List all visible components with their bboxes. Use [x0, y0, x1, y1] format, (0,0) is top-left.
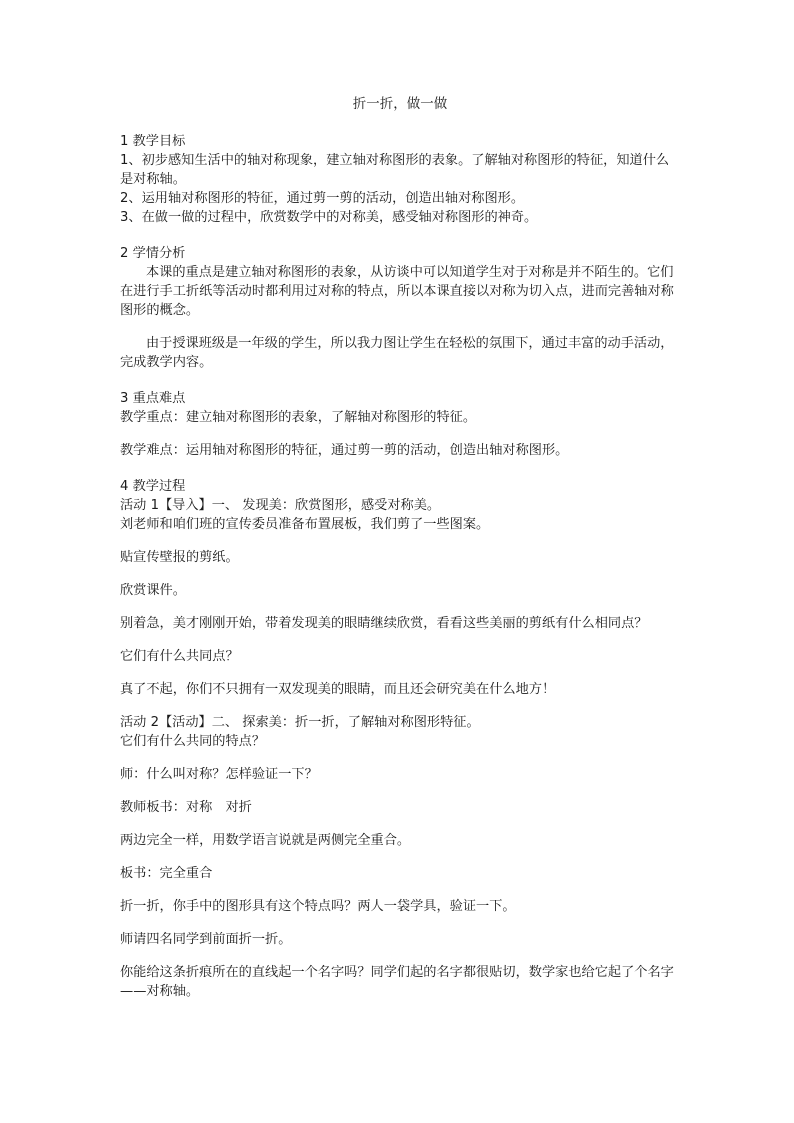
- activity-line: 它们有什么共同的特点？: [120, 734, 266, 749]
- activity-title: 活动 1【导入】一、 发现美：欣赏图形，感受对称美。: [120, 498, 441, 513]
- section-heading-key-points: 3 重点难点: [120, 391, 186, 406]
- activity-line: 贴宣传壁报的剪纸。: [120, 550, 239, 565]
- analysis-paragraph: 本课的重点是建立轴对称图形的表象，从访谈中可以知道学生对于对称是并不陌生的。它们在进行手工折纸等活动时都利用过对称的特点，所以本课直接以对称为切入点，进而完善轴对称图形的概念。: [120, 265, 674, 318]
- activity-line: 板书：完全重合: [120, 866, 213, 881]
- activity-line: 折一折，你手中的图形具有这个特点吗？两人一袋学具，验证一下。: [120, 899, 516, 914]
- activity-line: 刘老师和咱们班的宣传委员准备布置展板，我们剪了一些图案。: [120, 517, 490, 532]
- analysis-paragraph: 由于授课班级是一年级的学生，所以我力图让学生在轻松的氛围下，通过丰富的动手活动，完成教学内容。: [120, 336, 674, 370]
- activity-line: 你能给这条折痕所在的直线起一个名字吗？同学们起的名字都很贴切，数学家也给它起了个名字——对称轴。: [120, 965, 674, 999]
- activity-line: 师请四名同学到前面折一折。: [120, 932, 292, 947]
- activity-line: 别着急，美才刚刚开始，带着发现美的眼睛继续欣赏，看看这些美丽的剪纸有什么相同点？: [120, 616, 648, 631]
- objective-item: 1、初步感知生活中的轴对称现象，建立轴对称图形的表象。了解轴对称图形的特征，知道什么是对称轴。: [120, 153, 670, 187]
- key-point: 教学重点：建立轴对称图形的表象，了解轴对称图形的特征。: [120, 410, 477, 425]
- activity-title: 活动 2【活动】二、 探索美：折一折，了解轴对称图形特征。: [120, 715, 480, 730]
- activity-line: 师：什么叫对称？怎样验证一下？: [120, 767, 318, 782]
- section-heading-objectives: 1 教学目标: [120, 134, 186, 149]
- section-heading-process: 4 教学过程: [120, 479, 186, 494]
- document-page: [120, 95, 680, 1001]
- document-title: 折一折，做一做: [352, 96, 448, 112]
- activity-line: 它们有什么共同点？: [120, 649, 239, 664]
- activity-line: 欣赏课件。: [120, 583, 186, 598]
- objective-item: 3、在做一做的过程中，欣赏数学中的对称美，感受轴对称图形的神奇。: [120, 210, 538, 225]
- section-heading-analysis: 2 学情分析: [120, 246, 186, 261]
- activity-line: 两边完全一样，用数学语言说就是两侧完全重合。: [120, 833, 411, 848]
- activity-line: 真了不起，你们不只拥有一双发现美的眼睛，而且还会研究美在什么地方！: [120, 682, 556, 697]
- objective-item: 2、运用轴对称图形的特征，通过剪一剪的活动，创造出轴对称图形。: [120, 191, 525, 206]
- difficulty-point: 教学难点：运用轴对称图形的特征，通过剪一剪的活动，创造出轴对称图形。: [120, 443, 569, 458]
- activity-line: 教师板书：对称 对折: [120, 800, 252, 815]
